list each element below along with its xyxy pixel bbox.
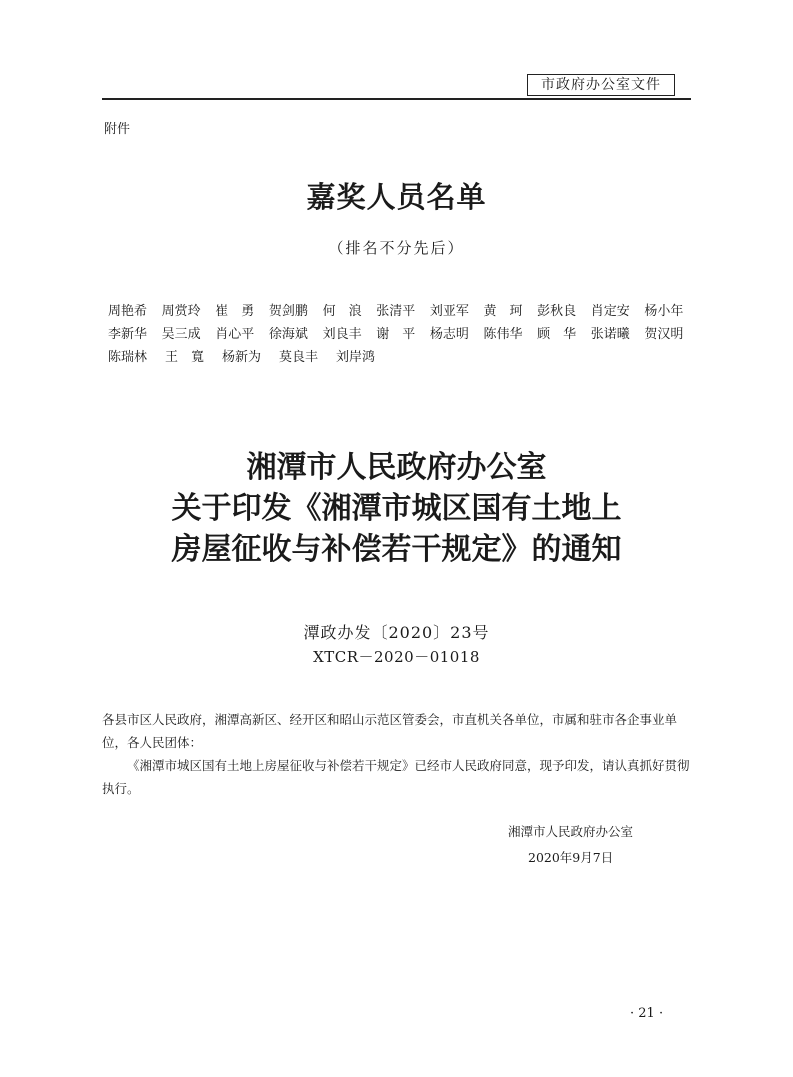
notice-title-line: 房屋征收与补偿若干规定》的通知	[171, 532, 622, 567]
award-list-title: 嘉奖人员名单	[306, 180, 487, 214]
attachment-label: 附件	[104, 122, 131, 137]
person-name: 刘岸鸿	[336, 350, 376, 365]
registration-code: XTCR－2020－01018	[313, 648, 480, 666]
notice-title	[0, 447, 793, 570]
person-name: 刘亚军	[429, 304, 469, 319]
name-row	[108, 346, 698, 369]
notice-body	[102, 708, 692, 800]
person-name: 贺剑鹏	[268, 304, 308, 319]
person-name: 何 浪	[322, 304, 362, 319]
signature-date: 2020年9月7日	[528, 850, 614, 865]
person-name: 莫良丰	[279, 350, 319, 365]
person-name: 周赏玲	[161, 304, 201, 319]
award-list-note: （排名不分先后）	[328, 239, 465, 257]
person-name: 李新华	[108, 327, 148, 342]
page-number: · 21 ·	[630, 1006, 664, 1021]
person-name: 崔 勇	[215, 304, 255, 319]
name-row	[108, 300, 698, 323]
person-name: 刘良丰	[322, 327, 362, 342]
person-name: 肖定安	[590, 304, 630, 319]
person-name: 杨小年	[644, 304, 684, 319]
person-name: 杨志明	[429, 327, 469, 342]
person-name: 王 寬	[165, 350, 205, 365]
header-rule	[102, 98, 691, 100]
award-name-list	[108, 300, 698, 369]
document-number: 潭政办发〔2020〕23号	[303, 623, 490, 642]
person-name: 周艳希	[108, 304, 148, 319]
person-name: 谢 平	[376, 327, 416, 342]
person-name: 黄 珂	[483, 304, 523, 319]
person-name: 杨新为	[222, 350, 262, 365]
person-name: 徐海斌	[268, 327, 308, 342]
signature-organization: 湘潭市人民政府办公室	[508, 824, 634, 839]
name-row	[108, 323, 698, 346]
person-name: 彭秋良	[537, 304, 577, 319]
person-name: 陈瑞林	[108, 350, 148, 365]
person-name: 陈伟华	[483, 327, 523, 342]
notice-title-line: 关于印发《湘潭市城区国有土地上	[171, 491, 622, 526]
recipients-paragraph: 各县市区人民政府，湘潭高新区、经开区和昭山示范区管委会，市直机关各单位，市属和驻市各企事业单位，各人民团体：	[102, 712, 678, 750]
person-name: 顾 华	[537, 327, 577, 342]
person-name: 张清平	[376, 304, 416, 319]
notice-title-line: 湘潭市人民政府办公室	[246, 450, 547, 485]
person-name: 张诺曦	[590, 327, 630, 342]
person-name: 肖心平	[215, 327, 255, 342]
document-category-label: 市政府办公室文件	[527, 74, 675, 96]
body-paragraph: 《湘潭市城区国有土地上房屋征收与补偿若干规定》已经市人民政府同意，现予印发，请认真抓好贯彻执行。	[102, 758, 690, 796]
person-name: 贺汉明	[644, 327, 684, 342]
person-name: 吴三成	[161, 327, 201, 342]
